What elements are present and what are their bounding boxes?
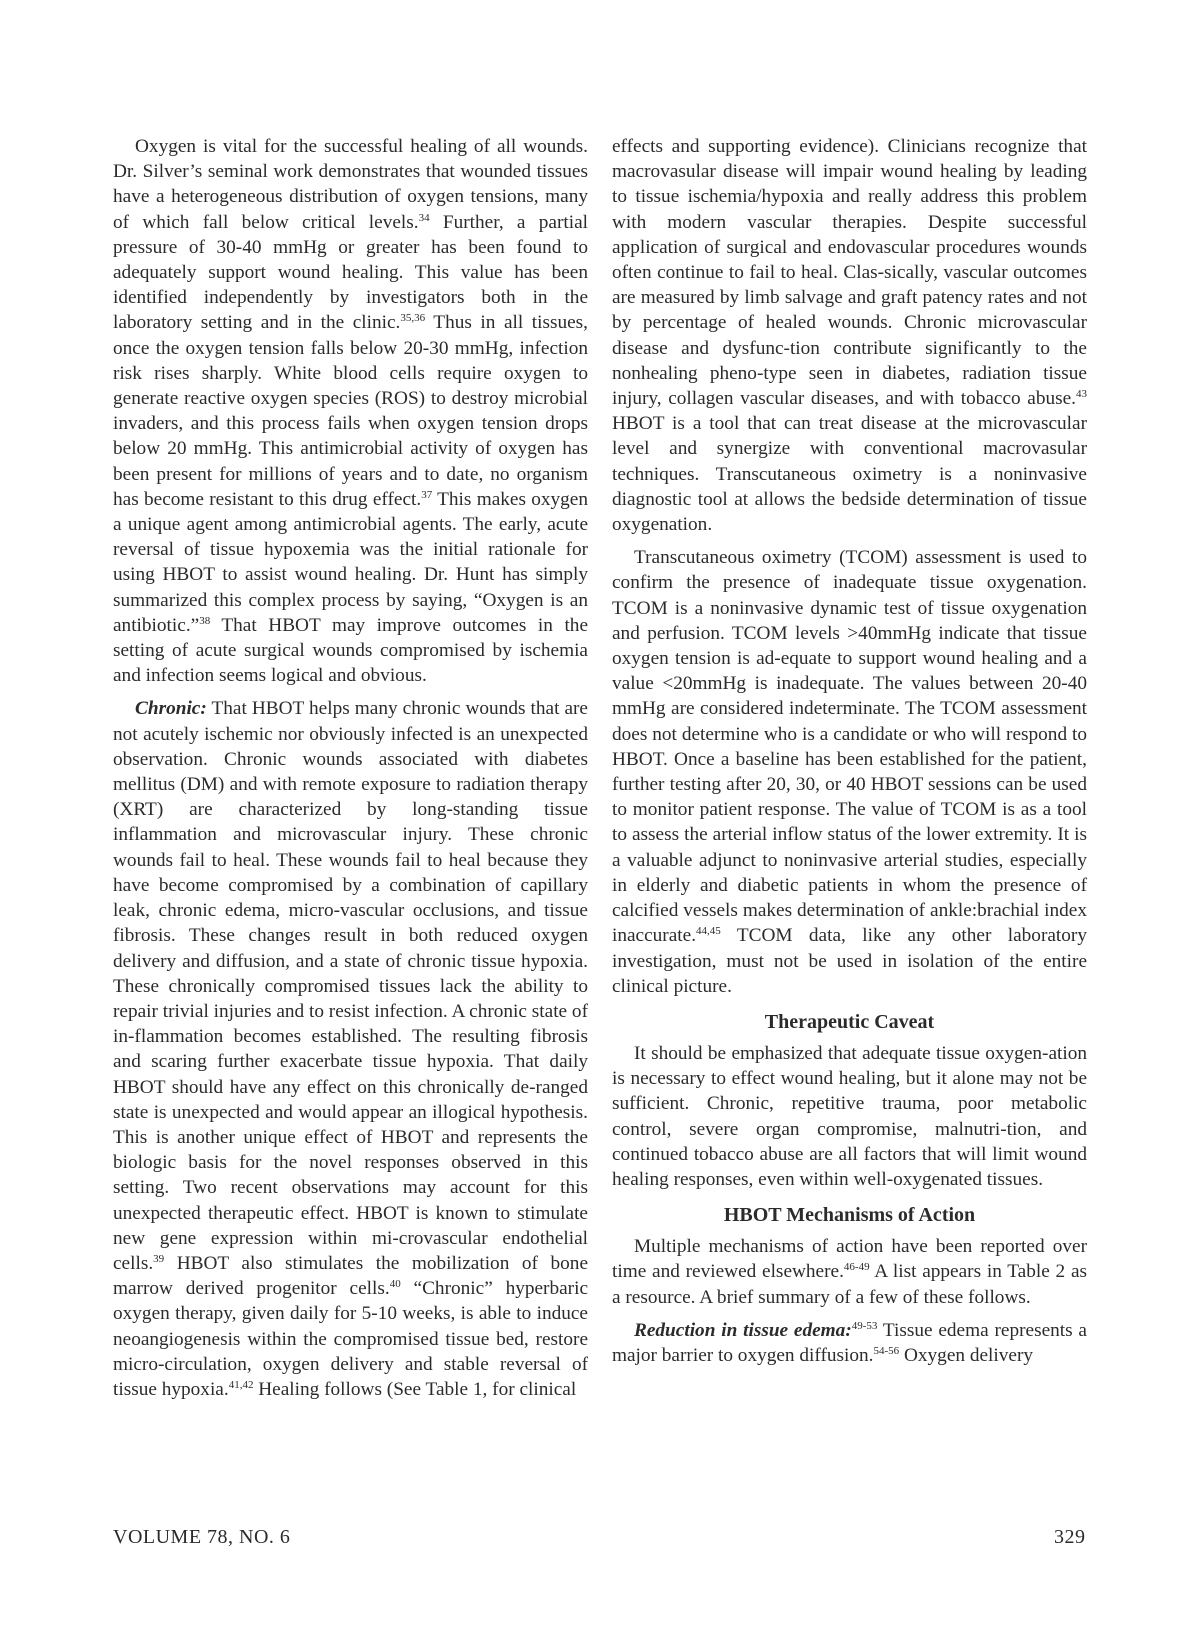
chronic-lead: Chronic: (135, 698, 207, 720)
text-run: That HBOT helps many chronic wounds that are not acutely ischemic nor obviously infected is an unexpected observation. Chronic wounds associated with diabetes mellitus (DM) and with remote exposure to radiation therapy (XRT) are characterized by long-standing tissue inflammation and microvascular injury. These chronic wounds fail to heal. These wounds fail to heal because they have become compromised by a combination of capillary leak, chronic edema, micro-vascular occlusions, and tissue fibrosis. These changes result in both reduced oxygen delivery and diffusion, and a state of chronic tissue hypoxia. These chronically compromised tissues lack the ability to repair trivial injuries and to resist infection. A chronic state of in-flammation becomes established. The resulting fibrosis and scaring further exacerbate tissue hypoxia. That daily HBOT should have any effect on this chronically de-ranged state is unexpected and would appear an illogical hypothesis. This is another unique effect of HBOT and represents the biologic basis for the novel responses observed in this setting. Two recent observations may account for this unexpected therapeutic effect. HBOT is known to stimulate new gene expression within mi-crovascular endothelial cells. (113, 698, 588, 1274)
paragraph-caveat (612, 1041, 1087, 1192)
text-run: This makes oxygen a unique agent among antimicrobial agents. The early, acute reversal of tissue hypoxemia was the initial rationale for using HBOT to assist wound healing. Dr. Hunt has simply summarized this complex process by saying, “Oxygen is an antibiotic.” (113, 488, 588, 636)
paragraph-mechanisms (612, 1234, 1087, 1310)
citation-ref: 44,45 (696, 925, 721, 938)
left-column (113, 134, 588, 1410)
text-run: Multiple mechanisms of action have been reported over time and reviewed elsewhere. (612, 1236, 1087, 1283)
text-run: Transcutaneous oximetry (TCOM) assessment is used to confirm the presence of inadequate tissue oxygenation. TCOM is a noninvasive dynamic test of tissue oxygenation and perfusion. TCOM levels >40mmHg indicate that tissue oxygen tension is ad-equate to support wound healing and a value <20mmHg is inadequate. The values between 20-40 mmHg are considered indeterminate. The TCOM assessment does not determine who is a candidate or who will respond to HBOT. Once a baseline has been established for the patient, further testing after 20, 30, or 40 HBOT sessions can be used to monitor patient response. The value of TCOM is as a tool to assess the arterial inflow status of the lower extremity. It is a valuable adjunct to noninvasive arterial studies, especially in elderly and diabetic patients in whom the presence of calcified vessels makes determination of ankle:brachial index inaccurate. (612, 547, 1087, 947)
text-run: Thus in all tissues, once the oxygen tension falls below 20-30 mmHg, infection risk rises sharply. White blood cells require oxygen to generate reactive oxygen species (ROS) to destroy microbial invaders, and this process fails when oxygen tension drops below 20 mmHg. This antimicrobial activity of oxygen has been present for millions of years and to date, no organism has become resistant to this drug effect. (113, 312, 588, 510)
text-run: Oxygen delivery (899, 1344, 1034, 1366)
footer-page-number: 329 (1054, 1526, 1086, 1548)
text-run: It should be emphasized that adequate tissue oxygen-ation is necessary to effect wound healing, but it alone may not be sufficient. Chronic, repetitive trauma, poor metabolic control, severe organ compromise, malnutri-tion, and continued tobacco abuse are all factors that will limit wound healing responses, even within well-oxygenated tissues. (612, 1042, 1087, 1190)
text-run: Further, a partial pressure of 30-40 mmHg or greater has been found to adequately support wound healing. This value has been identified independently by investigators both in the laboratory setting and in the clinic. (113, 211, 588, 334)
footer-journal-volume: VOLUME 78, NO. 6 (113, 1526, 291, 1548)
text-run: effects and supporting evidence). Clinicians recognize that macrovasular disease will impair wound healing by leading to tissue ischemia/hypoxia and really address this problem with modern vascular therapies. Despite successful application of surgical and endovascular procedures wounds often continue to fail to heal. Clas-sically, vascular outcomes are measured by limb salvage and graft patency rates and not by percentage of healed wounds. Chronic microvascular disease and dysfunc-tion contribute significantly to the nonhealing pheno-type seen in diabetes, radiation tissue injury, collagen vascular diseases, and with tobacco abuse. (612, 136, 1087, 410)
chronic-body (113, 698, 588, 1399)
citation-ref: 37 (421, 488, 433, 501)
paragraph-tcom (612, 545, 1087, 999)
citation-ref: 38 (199, 614, 211, 627)
text-run: That HBOT may improve outcomes in the setting of acute surgical wounds compromised by ischemia and infection seems logical and obvious. (113, 614, 588, 687)
heading-therapeutic-caveat: Therapeutic Caveat (764, 1010, 935, 1033)
citation-ref: 54-56 (873, 1344, 900, 1357)
paragraph-oxygen-vital (113, 134, 588, 688)
text-run: Healing follows (See Table 1, for clinical (253, 1378, 577, 1400)
text-run: Oxygen is vital for the successful healing of all wounds. Dr. Silver’s seminal work demonstrates that wounded tissues have a heterogeneous distribution of oxygen tensions, many of which fall below critical levels. (113, 136, 588, 233)
heading-mechanisms: HBOT Mechanisms of Action (723, 1204, 976, 1227)
text-run: “Chronic” hyperbaric oxygen therapy, given daily for 5-10 weeks, is able to induce neoangiogenesis within the compromised tissue bed, restore micro-circulation, oxygen delivery and stable reversal of tissue hypoxia. (113, 1278, 589, 1400)
right-column (612, 134, 1087, 1376)
citation-ref: 43 (1076, 388, 1087, 401)
citation-ref: 39 (153, 1252, 165, 1265)
paragraph-macrovascular (612, 134, 1087, 537)
citation-ref: 35,36 (400, 312, 426, 325)
text-run: HBOT also stimulates the mobilization of bone marrow derived progenitor cells. (113, 1252, 588, 1300)
edema-lead: Reduction in tissue edema: (634, 1319, 852, 1341)
citation-ref: 40 (389, 1278, 401, 1291)
text-run: TCOM data, like any other laboratory investigation, must not be used in isolation of the entire clinical picture. (612, 925, 1087, 997)
citation-ref: 49-53 (851, 1319, 878, 1332)
text-run: A list appears in Table 2 as a resource. A brief summary of a few of these follows. (612, 1261, 1087, 1308)
text-run: Tissue edema represents a major barrier to oxygen diffusion. (612, 1319, 1087, 1366)
citation-ref: 41,42 (228, 1378, 254, 1391)
paragraph-edema (612, 1318, 1087, 1368)
paragraph-chronic (113, 696, 588, 1402)
citation-ref: 34 (418, 211, 430, 224)
citation-ref: 46-49 (843, 1261, 870, 1274)
text-run: HBOT is a tool that can treat disease at the microvascular level and synergize with conventional macrovasular techniques. Transcutaneous oximetry is a noninvasive diagnostic tool at allows the bedside determination of tissue oxygenation. (612, 413, 1087, 536)
